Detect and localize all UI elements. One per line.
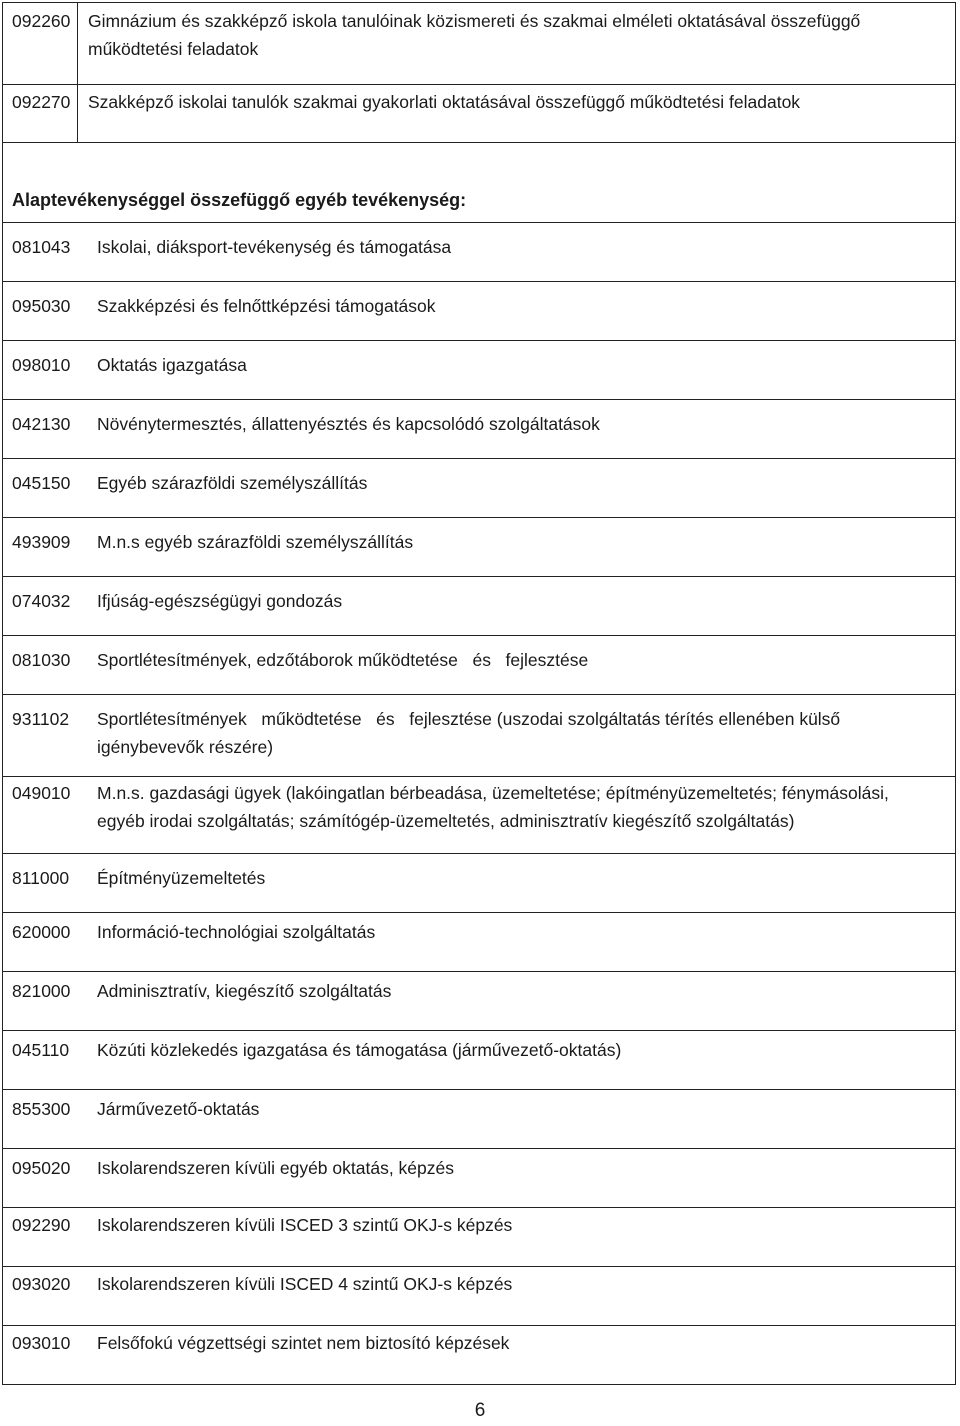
activity-description: Adminisztratív, kiegészítő szolgáltatás (97, 981, 392, 1001)
activity-description: Szakképzési és felnőttképzési támogatások (97, 296, 436, 316)
table-row (3, 1090, 956, 1149)
row-cell (3, 282, 956, 341)
section-heading-row (3, 143, 956, 223)
activity-description: Ifjúság-egészségügyi gondozás (97, 591, 343, 611)
row-cell (3, 913, 956, 972)
activity-description: Építményüzemeltetés (97, 868, 266, 888)
activity-description: Növénytermesztés, állattenyésztés és kapcsolódó szolgáltatások (97, 414, 600, 434)
row-cell (3, 1326, 956, 1385)
activity-code: 081030 (12, 650, 71, 670)
activity-code: 095030 (12, 296, 71, 316)
activity-code: 093020 (12, 1274, 71, 1294)
row-cell (3, 1208, 956, 1267)
row-cell (3, 1031, 956, 1090)
activity-description: Iskolarendszeren kívüli ISCED 4 szintű OKJ-s képzés (97, 1274, 513, 1294)
row-cell (3, 777, 956, 854)
activity-code: 493909 (12, 532, 71, 552)
table-row (3, 282, 956, 341)
row-cell (3, 636, 956, 695)
row-cell (3, 1149, 956, 1208)
table-row (3, 3, 956, 85)
table-row (3, 1208, 956, 1267)
section-heading-cell (3, 143, 956, 223)
activity-code: 092290 (12, 1215, 71, 1235)
activity-code: 092260 (12, 11, 71, 31)
activity-description: Gimnázium és szakképző iskola tanulóinak közismereti és szakmai elméleti oktatásával összefüggő működtetési feladatok (88, 11, 861, 59)
activity-code: 042130 (12, 414, 71, 434)
section-heading: Alaptevékenységgel összefüggő egyéb tevékenység: (12, 190, 467, 210)
row-cell (3, 972, 956, 1031)
table-row (3, 972, 956, 1031)
row-cell (3, 1090, 956, 1149)
activity-description: Szakképző iskolai tanulók szakmai gyakorlati oktatásával összefüggő működtetési feladatok (88, 92, 801, 112)
table-row (3, 1267, 956, 1326)
table-row (3, 913, 956, 972)
table-row (3, 695, 956, 777)
activity-code: 098010 (12, 355, 71, 375)
activity-code: 081043 (12, 237, 71, 257)
table-row (3, 1326, 956, 1385)
activity-description: Oktatás igazgatása (97, 355, 247, 375)
activity-description: M.n.s egyéb szárazföldi személyszállítás (97, 532, 414, 552)
activity-code: 049010 (12, 783, 71, 803)
activity-description: Felsőfokú végzettségi szintet nem biztosító képzések (97, 1333, 510, 1353)
code-cell (3, 3, 78, 85)
row-cell (3, 577, 956, 636)
activity-code: 045150 (12, 473, 71, 493)
row-cell (3, 459, 956, 518)
table-row (3, 777, 956, 854)
table-row (3, 341, 956, 400)
row-cell (3, 223, 956, 282)
row-cell (3, 695, 956, 777)
activity-description: Sportlétesítmények, edzőtáborok működtetése és fejlesztése (97, 650, 589, 670)
table-row (3, 85, 956, 143)
table-row (3, 518, 956, 577)
activity-description: Információ-technológiai szolgáltatás (97, 922, 376, 942)
activity-description: M.n.s. gazdasági ügyek (lakóingatlan bérbeadása, üzemeltetése; építményüzemeltetés; fénymásolási, egyéb irodai szolgáltatás; számítógép-üzemeltetés, adminisztratív kiegészítő szolgáltatás) (97, 783, 889, 831)
table-row (3, 1149, 956, 1208)
activity-description: Sportlétesítmények működtetése és fejlesztése (uszodai szolgáltatás térítés ellenében külső igénybevevők részére) (97, 709, 846, 757)
activity-description: Egyéb szárazföldi személyszállítás (97, 473, 368, 493)
table-row (3, 577, 956, 636)
activity-description: Iskolarendszeren kívüli egyéb oktatás, képzés (97, 1158, 454, 1178)
row-cell (3, 341, 956, 400)
activity-code: 620000 (12, 922, 71, 942)
activity-code: 931102 (12, 709, 70, 729)
activity-description: Járművezető-oktatás (97, 1099, 260, 1119)
row-cell (3, 1267, 956, 1326)
activity-code: 821000 (12, 981, 71, 1001)
table-row (3, 459, 956, 518)
code-cell (3, 85, 78, 143)
activity-code-table (2, 2, 956, 1385)
table-row (3, 223, 956, 282)
activity-code: 855300 (12, 1099, 71, 1119)
row-cell (3, 854, 956, 913)
table-row (3, 854, 956, 913)
page-number: 6 (474, 1400, 486, 1421)
activity-description: Iskolai, diáksport-tevékenység és támogatása (97, 237, 452, 257)
row-cell (3, 518, 956, 577)
table-row (3, 1031, 956, 1090)
table-row (3, 400, 956, 459)
activity-code: 092270 (12, 92, 71, 112)
activity-description: Iskolarendszeren kívüli ISCED 3 szintű OKJ-s képzés (97, 1215, 513, 1235)
activity-code: 095020 (12, 1158, 71, 1178)
description-cell (78, 85, 956, 143)
activity-description: Közúti közlekedés igazgatása és támogatása (járművezető-oktatás) (97, 1040, 622, 1060)
description-cell (78, 3, 956, 85)
table-row (3, 636, 956, 695)
activity-code: 045110 (12, 1040, 70, 1060)
row-cell (3, 400, 956, 459)
activity-code: 093010 (12, 1333, 71, 1353)
activity-code: 074032 (12, 591, 71, 611)
activity-code: 811000 (12, 868, 70, 888)
